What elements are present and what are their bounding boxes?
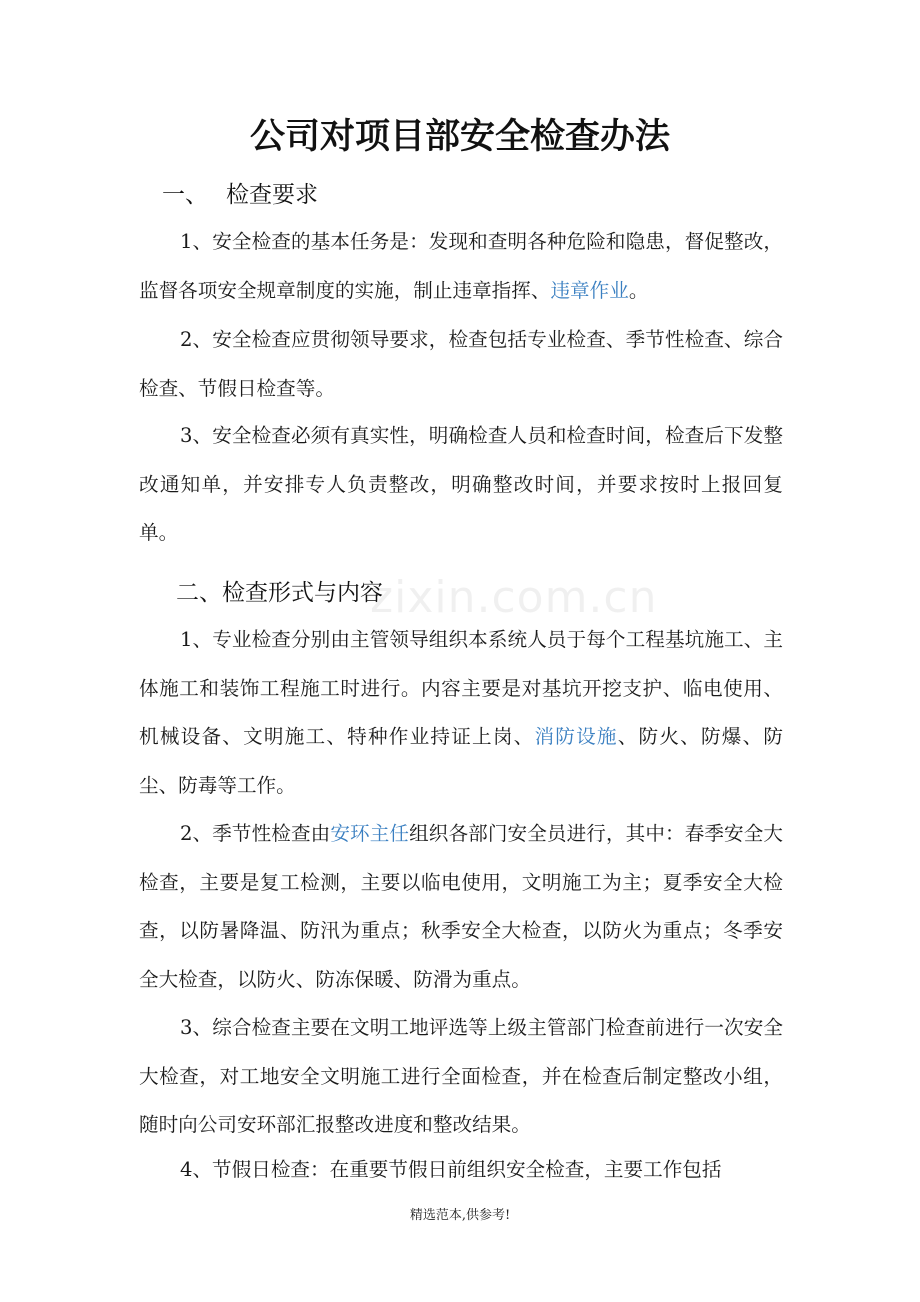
hyperlink[interactable]: 安环主任: [330, 822, 410, 845]
paragraph: [139, 810, 783, 1004]
paragraph-text: 。: [628, 278, 649, 302]
paragraph-text: 3、安全检查必须有真实性，明确检查人员和检查时间，检查后下发整改通知单，并安排专人负责整改，明确整改时间，并要求按时上报回复单。: [139, 424, 783, 544]
paragraph-text: 1、专业检查分别由主管领导组织本系统人员于每个工程基坑施工、主体施工和装饰工程施工时进行。内容主要是对基坑开挖支护、临电使用、机械设备、文明施工、特种作业持证上岗、: [139, 628, 783, 748]
paragraph: [139, 316, 783, 413]
hyperlink[interactable]: 消防设施: [534, 725, 618, 748]
section-heading-1: [162, 179, 318, 211]
paragraph-text: 2、安全检查应贯彻领导要求，检查包括专业检查、季节性检查、综合检查、节假日检查等。: [139, 328, 783, 400]
paragraph: [139, 1146, 783, 1195]
paragraph: [139, 218, 783, 315]
paragraph-text: 、防火、防爆、防尘、防毒等工作。: [139, 725, 784, 797]
hyperlink[interactable]: 违章作业: [550, 278, 629, 302]
paragraph: [139, 412, 783, 558]
section-heading-2: 二、检查形式与内容: [176, 580, 383, 606]
section-number: 一、: [162, 182, 208, 208]
paragraph-text: 4、节假日检查：在重要节假日前组织安全检查，主要工作包括: [180, 1158, 722, 1181]
paragraph-text: 1、安全检查的基本任务是：发现和查明各种危险和隐患，督促整改，监督各项安全规章制度的实施，制止违章指挥、: [139, 230, 783, 302]
paragraph-text: 3、综合检查主要在文明工地评选等上级主管部门检查前进行一次安全大检查，对工地安全文明施工进行全面检查，并在检查后制定整改小组，随时向公司安环部汇报整改进度和整改结果。: [139, 1016, 783, 1136]
document-title: 公司对项目部安全检查办法: [249, 117, 670, 157]
paragraph: [139, 1004, 783, 1150]
section-title: 检查要求: [226, 182, 318, 208]
page-footer: 精选范本,供参考!: [409, 1208, 511, 1223]
paragraph: [139, 616, 783, 810]
paragraph-text: 组织各部门安全员进行，其中：春季安全大检查，主要是复工检测，主要以临电使用，文明施工为主；夏季安全大检查，以防暑降温、防汛为重点；秋季安全大检查，以防火为重点；冬季安全大检查，以防火、防冻保暖、防滑为重点。: [139, 822, 784, 991]
paragraph-text: 2、季节性检查由: [180, 822, 331, 845]
watermark: zixin.com.cn: [370, 572, 658, 623]
